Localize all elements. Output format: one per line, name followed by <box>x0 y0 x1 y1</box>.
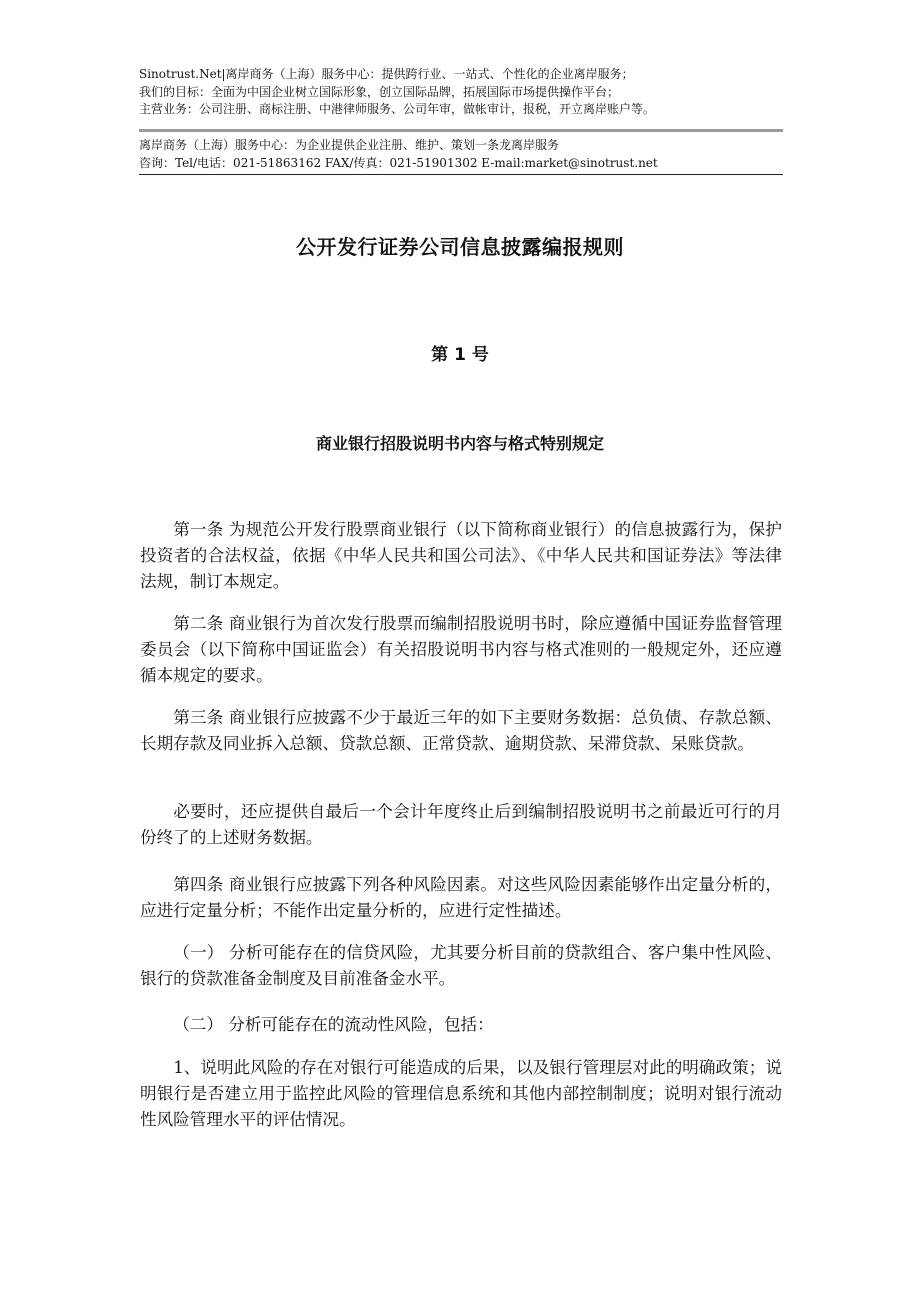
page-header-company-info <box>139 66 783 119</box>
header-line-company: Sinotrust.Net|离岸商务（上海）服务中心：提供跨行业、一站式、个性化的企业离岸服务； <box>139 67 634 81</box>
document-title: 公开发行证券公司信息披露编报规则 <box>296 235 624 259</box>
header-line-service: 离岸商务（上海）服务中心：为企业提供企业注册、维护、策划一条龙离岸服务 <box>139 138 560 152</box>
paragraph-liquidity-item-1: 1、说明此风险的存在对银行可能造成的后果，以及银行管理层对此的明确政策；说明银行是否建立用于监控此风险的管理信息系统和其他内部控制制度；说明对银行流动性风险管理水平的评估情况。 <box>140 1058 782 1129</box>
header-line-business: 主营业务：公司注册、商标注册、中港律师服务、公司年审，做帐审计，报税，开立离岸账户等。 <box>139 102 656 116</box>
header-line-goal: 我们的目标：全面为中国企业树立国际形象，创立国际品牌，拓展国际市场提供操作平台； <box>139 84 620 99</box>
document-subtitle: 商业银行招股说明书内容与格式特别规定 <box>315 434 604 453</box>
paragraph-article-1: 第一条 为规范公开发行股票商业银行（以下简称商业银行）的信息披露行为，保护投资者的合法权益，依据《中华人民共和国公司法》、《中华人民共和国证券法》等法律法规，制订本规定。 <box>140 520 782 591</box>
page-header-contact <box>139 137 783 172</box>
header-divider <box>139 129 783 132</box>
paragraph-article-3: 第三条 商业银行应披露不少于最近三年的如下主要财务数据：总负债、存款总额、长期存款及同业拆入总额、贷款总额、正常贷款、逾期贷款、呆滞贷款、呆账贷款。 <box>140 708 782 753</box>
paragraph-article-2: 第二条 商业银行为首次发行股票而编制招股说明书时，除应遵循中国证券监督管理委员会（以下简称中国证监会）有关招股说明书内容与格式准则的一般规定外，还应遵循本规定的要求。 <box>140 614 782 685</box>
header-bottom-rule <box>139 174 783 175</box>
document-number: 第 1 号 <box>431 345 489 365</box>
paragraph-article-3-supplement: 必要时，还应提供自最后一个会计年度终止后到编制招股说明书之前最近可行的月份终了的上述财务数据。 <box>140 802 782 847</box>
paragraph-article-4: 第四条 商业银行应披露下列各种风险因素。对这些风险因素能够作出定量分析的，应进行定量分析；不能作出定量分析的，应进行定性描述。 <box>140 875 782 920</box>
header-line-contact: 咨询：Tel/电话：021-51863162 FAX/传真：021-51901302 E-mail:market@sinotrust.net <box>139 155 658 170</box>
paragraph-liquidity-risk: （二） 分析可能存在的流动性风险，包括： <box>173 1015 494 1034</box>
paragraph-credit-risk: （一） 分析可能存在的信贷风险，尤其要分析目前的贷款组合、客户集中性风险、银行的贷款准备金制度及目前准备金水平。 <box>140 943 782 988</box>
